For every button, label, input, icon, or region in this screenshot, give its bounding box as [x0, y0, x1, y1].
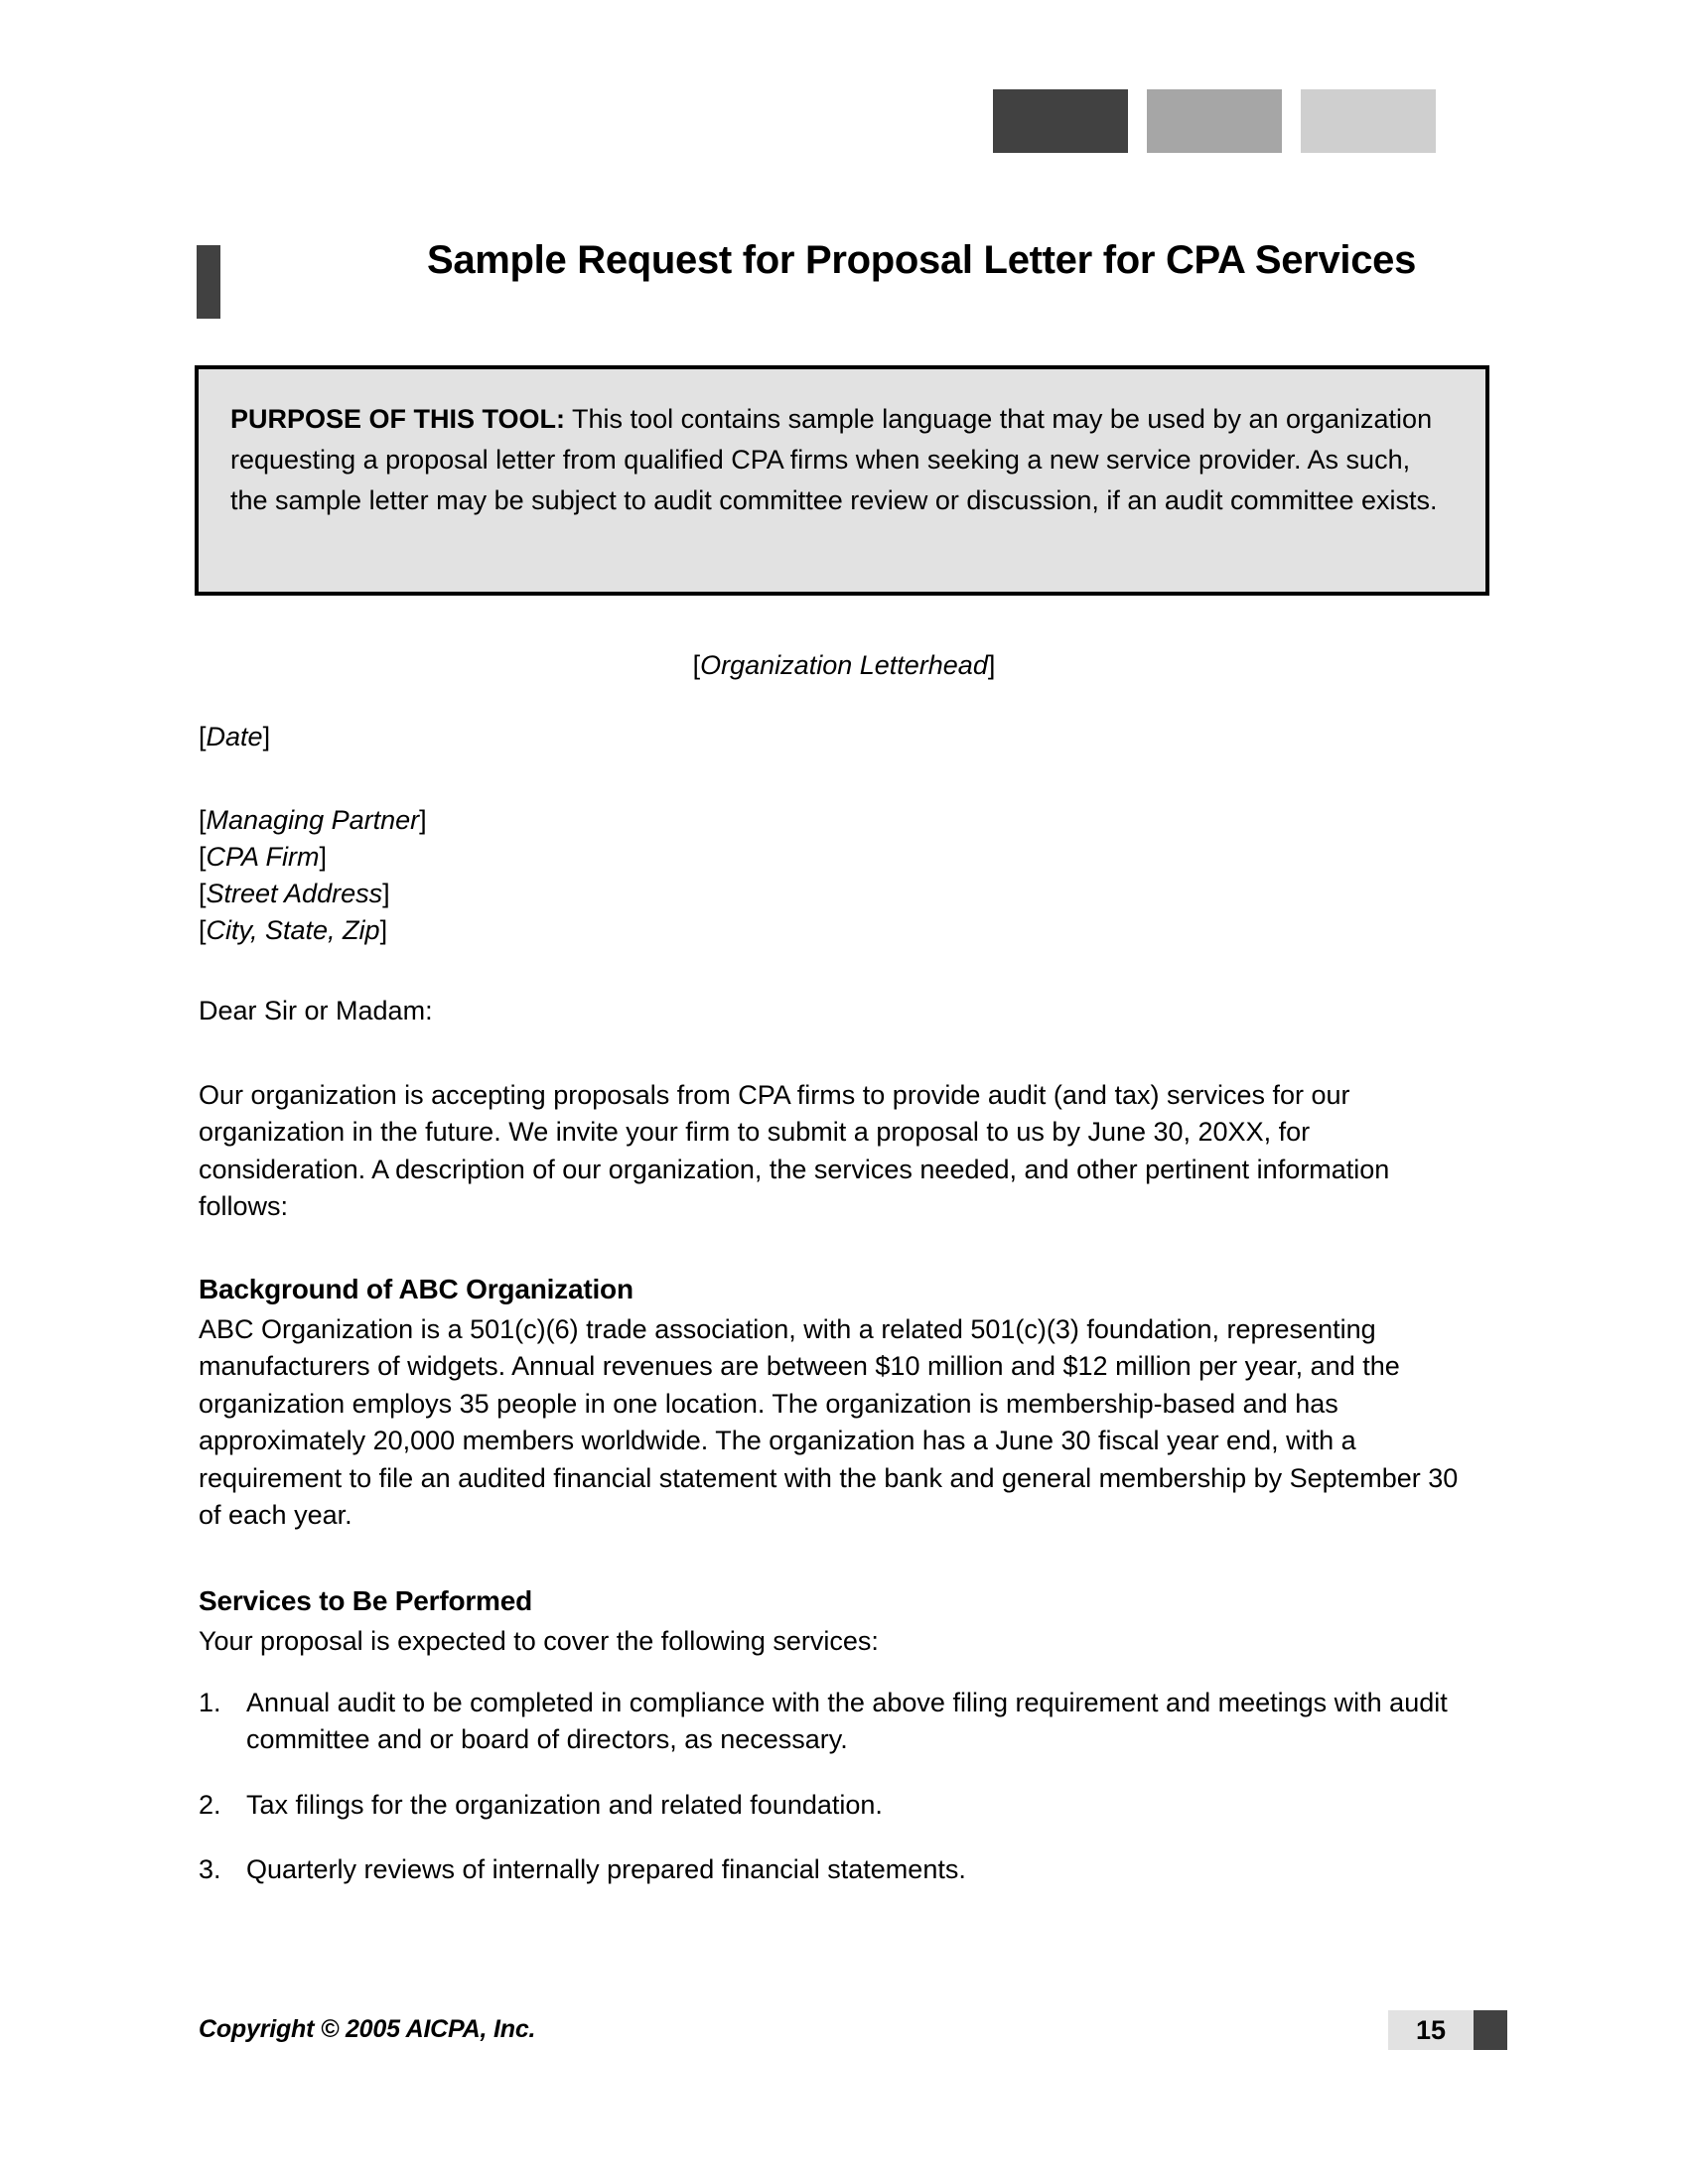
- letterhead-placeholder: Organization Letterhead: [700, 650, 988, 680]
- page-number-box: [1388, 2010, 1474, 2050]
- purpose-label: PURPOSE OF THIS TOOL:: [230, 404, 566, 434]
- bracket-open: [: [199, 722, 207, 751]
- bracket-close: ]: [987, 650, 996, 680]
- bracket-close: ]: [319, 841, 328, 872]
- list-item-text: Quarterly reviews of internally prepared financial statements.: [246, 1853, 966, 1884]
- address-line-text: CPA Firm: [206, 841, 320, 872]
- list-item-number: 3.: [199, 1853, 221, 1884]
- address-line-text: Street Address: [206, 878, 383, 908]
- copyright-notice: Copyright © 2005 AICPA, Inc.: [199, 2015, 536, 2043]
- page-footer: [199, 2013, 1507, 2053]
- address-line: [199, 802, 427, 839]
- title-row: [197, 238, 1509, 328]
- bracket-open: [: [692, 650, 701, 680]
- section-heading-services: Services to Be Performed: [199, 1585, 533, 1616]
- bracket-close: ]: [419, 805, 427, 835]
- bracket-open: [: [199, 878, 207, 908]
- list-item-number: 1.: [199, 1688, 221, 1717]
- purpose-body: This tool contains sample language that may be used by an organization requesting a proposal letter from qualified CPA firms when seeking a new service provider. As such, the sample letter may be subject to audit committee review or discussion, if an audit committee exists.: [230, 404, 1438, 516]
- address-line-text: Managing Partner: [206, 805, 420, 835]
- bracket-open: [: [199, 914, 207, 945]
- list-item: [199, 1787, 1470, 1824]
- organization-letterhead: [199, 650, 1489, 681]
- list-item: [199, 1851, 1470, 1888]
- salutation: Dear Sir or Madam:: [199, 996, 433, 1025]
- header-block-dark: [993, 89, 1128, 153]
- purpose-callout-box: [195, 365, 1489, 596]
- bracket-close: ]: [382, 878, 390, 908]
- bracket-open: [: [199, 805, 207, 835]
- address-line: [199, 876, 427, 912]
- footer-marker-block: [1474, 2010, 1507, 2050]
- list-item-text: Annual audit to be completed in compliance with the above filing requirement and meetings with audit committee and or board of directors, as necessary.: [246, 1688, 1448, 1755]
- page-title: Sample Request for Proposal Letter for CPA Services: [426, 238, 1417, 282]
- section-services: [199, 1585, 1465, 1660]
- services-numbered-list: [199, 1685, 1470, 1916]
- bracket-close: ]: [262, 722, 271, 751]
- section-body-background: ABC Organization is a 501(c)(6) trade association, with a related 501(c)(3) foundation, representing manufacturers of widgets. Annual revenues are between $10 million and $12 million per year, and the organization employs 35 people in one location. The organization is membership-based and has approximately 20,000 members worldwide. The organization has a June 30 fiscal year end, with a requirement to file an audited financial statement with the bank and general membership by September 30 of each year.: [199, 1314, 1459, 1530]
- recipient-address-block: [199, 802, 427, 949]
- intro-paragraph: Our organization is accepting proposals from CPA firms to provide audit (and tax) services for our organization in the future. We invite your firm to submit a proposal to us by June 30, 20XX, for consideration. A description of our organization, the services needed, and other pertinent information follows:: [199, 1080, 1390, 1221]
- header-decoration: [993, 89, 1436, 153]
- section-background: [199, 1274, 1465, 1534]
- section-body-services: Your proposal is expected to cover the following services:: [199, 1626, 879, 1656]
- section-heading-background: Background of ABC Organization: [199, 1274, 633, 1304]
- address-line-text: City, State, Zip: [206, 914, 380, 945]
- address-line: [199, 839, 427, 876]
- bracket-close: ]: [379, 914, 388, 945]
- purpose-text: [230, 399, 1454, 521]
- date-placeholder: Date: [206, 722, 263, 751]
- list-item: [199, 1685, 1470, 1759]
- address-line: [199, 912, 427, 949]
- page-number: 15: [1415, 2014, 1447, 2045]
- letter-date: [199, 722, 270, 752]
- list-item-text: Tax filings for the organization and related foundation.: [246, 1789, 883, 1820]
- header-block-mid: [1147, 89, 1282, 153]
- bracket-open: [: [199, 841, 207, 872]
- title-marker-bar: [197, 245, 220, 319]
- list-item-number: 2.: [199, 1789, 221, 1820]
- header-block-light: [1301, 89, 1436, 153]
